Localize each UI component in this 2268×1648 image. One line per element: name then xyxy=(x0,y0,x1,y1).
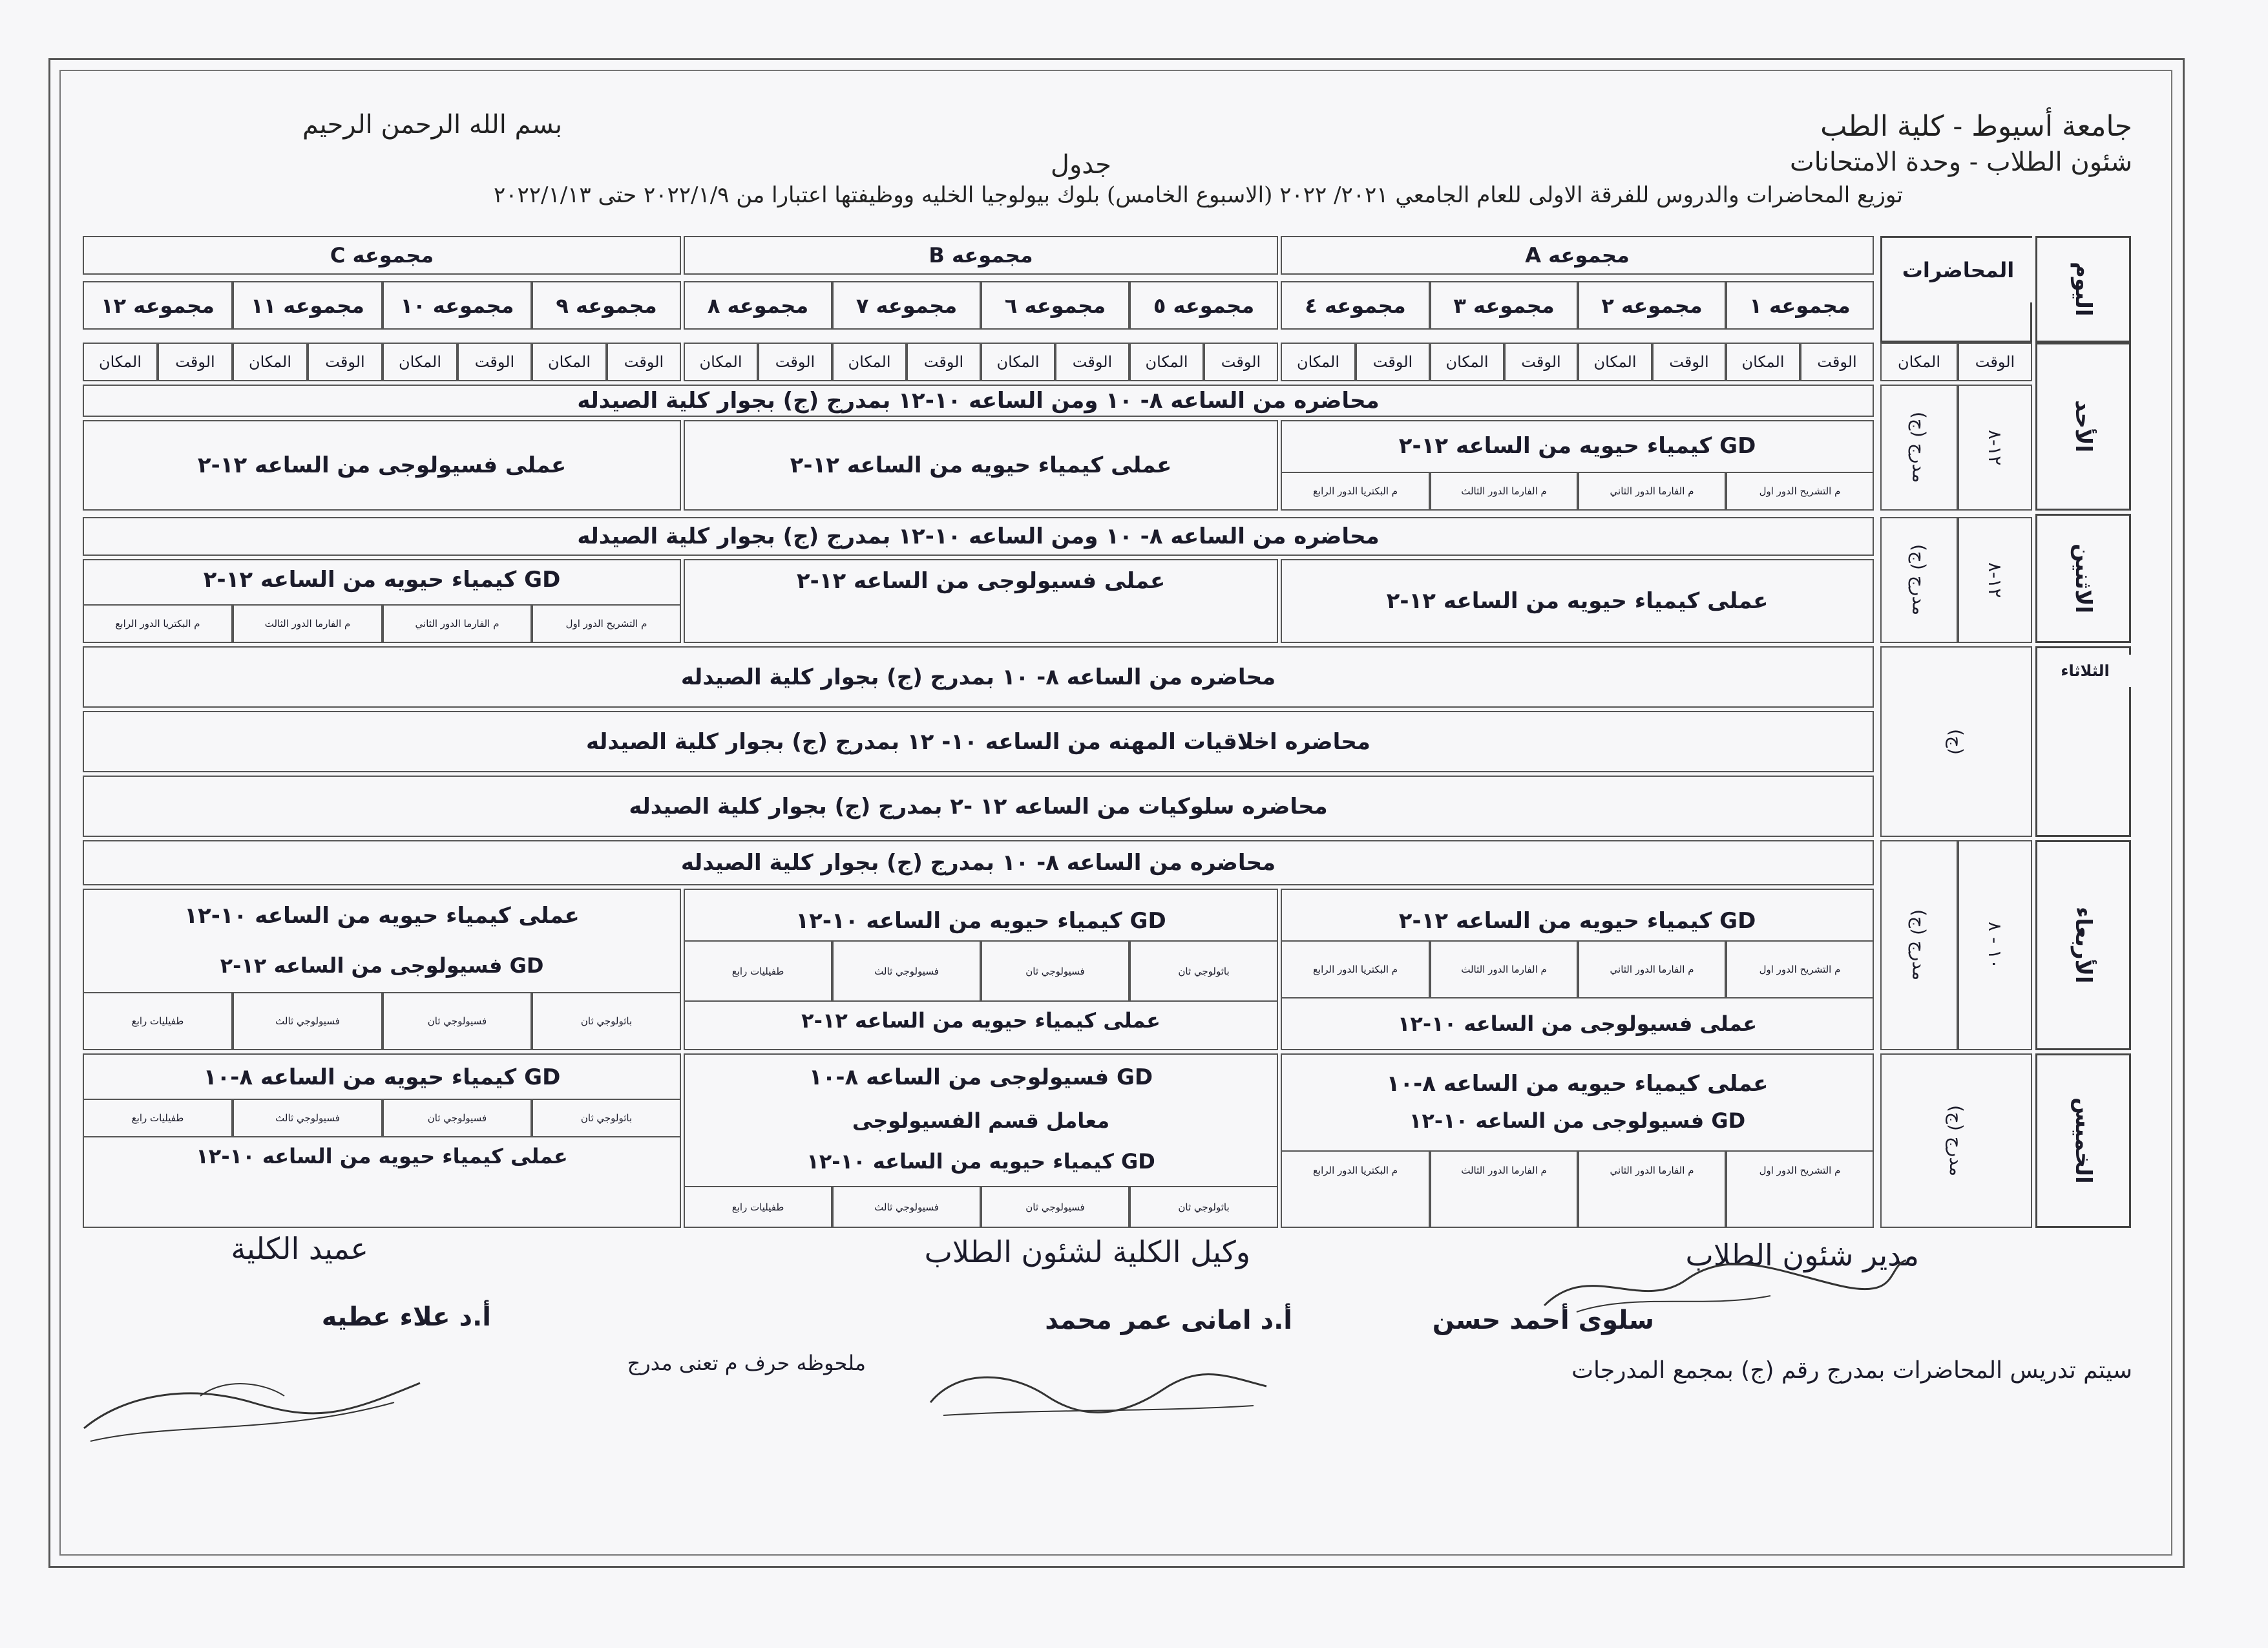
monday-lab-4: م البكتريا الدور الرابع xyxy=(83,604,233,643)
sunday-lab-3: م الفارما الدور الثالث xyxy=(1430,472,1578,511)
tuesday-day-cell xyxy=(2035,646,2131,837)
thursday-b-lab-4: طفيليات رابع xyxy=(684,1186,832,1228)
thursday-group-c-text-1: GD كيمياء حيويه من الساعه ٨-١٠ xyxy=(203,1064,561,1090)
monday-lecture-text: محاضره من الساعه ٨- ١٠ ومن الساعه ١٠-١٢ بمدرج (ج) بجوار كلية الصيدله xyxy=(577,523,1380,549)
wednesday-b-lab-3: فسيولوجي ثالث xyxy=(832,940,981,1002)
director-name: سلوى أحمد حسن xyxy=(1432,1305,1654,1335)
thursday-a-lab-1: م التشريح الدور اول xyxy=(1726,1150,1874,1228)
g9-time: الوقت xyxy=(607,343,681,381)
wednesday-place: مدرج (ج) xyxy=(1880,840,1958,1050)
wednesday-a-lab-3: م الفارما الدور الثالث xyxy=(1430,940,1578,998)
monday-day-cell xyxy=(2035,514,2131,643)
wednesday-label: الأربعاء xyxy=(2037,842,2129,1048)
department-name: شئون الطلاب - وحدة الامتحانات xyxy=(1789,147,2132,177)
thursday-c-lab-3: فسيولوجي ثالث xyxy=(233,1099,383,1137)
g2-place: المكان xyxy=(1578,343,1652,381)
sunday-lecture-text: محاضره من الساعه ٨- ١٠ ومن الساعه ١٠-١٢ بمدرج (ج) بجوار كلية الصيدله xyxy=(577,388,1380,414)
subgroup-9: مجموعه ٩ xyxy=(532,281,681,330)
sunday-lecture xyxy=(83,385,1874,417)
subgroup-8: مجموعه ٨ xyxy=(684,281,832,330)
sunday-group-c-text: عملى فسيولوجى من الساعه ١٢-٢ xyxy=(197,452,567,478)
subgroup-10: مجموعه ١٠ xyxy=(383,281,532,330)
wednesday-c-lab-2: فسيولوجي ثان xyxy=(383,992,532,1050)
monday-place: مدرج (ج) xyxy=(1880,517,1958,643)
wednesday-group-a-text-1: GD كيمياء حيويه من الساعه ١٢-٢ xyxy=(1398,908,1756,934)
thursday-a-lab-4: م البكتريا الدور الرابع xyxy=(1281,1150,1430,1228)
g1-place: المكان xyxy=(1726,343,1800,381)
tuesday-lecture-1-text: محاضره من الساعه ٨- ١٠ بمدرج (ج) بجوار كلية الصيدله xyxy=(680,664,1276,690)
thursday-group-b-text-3: GD كيمياء حيويه من الساعه ١٠-١٢ xyxy=(806,1149,1155,1174)
g6-time: الوقت xyxy=(1055,343,1129,381)
wednesday-c-lab-4: طفيليات رابع xyxy=(83,992,233,1050)
subgroup-6: مجموعه ٦ xyxy=(981,281,1129,330)
group-c-header: مجموعه C xyxy=(83,236,681,275)
director-signature xyxy=(1538,1247,1913,1325)
g11-place: المكان xyxy=(233,343,308,381)
g12-time: الوقت xyxy=(158,343,233,381)
monday-group-a-text: عملى كيمياء حيويه من الساعه ١٢-٢ xyxy=(1386,588,1769,614)
sunday-lab-1: م التشريح الدور اول xyxy=(1726,472,1874,511)
wednesday-group-c-text-1: عملى كيمياء حيويه من الساعه ١٠-١٢ xyxy=(184,903,580,929)
basmala: بسم الله الرحمن الرحيم xyxy=(302,110,562,140)
wednesday-lecture-text: محاضره من الساعه ٨- ١٠ بمدرج (ج) بجوار كلية الصيدله xyxy=(680,850,1276,876)
wednesday-day-cell xyxy=(2035,840,2131,1050)
sunday-lab-4: م البكتريا الدور الرابع xyxy=(1281,472,1430,511)
group-a-header: مجموعه A xyxy=(1281,236,1874,275)
monday-lab-1: م التشريح الدور اول xyxy=(532,604,681,643)
thursday-b-lab-1: باثولوجي ثان xyxy=(1129,1186,1278,1228)
sunday-group-b xyxy=(684,420,1278,511)
thursday-label: الخميس xyxy=(2037,1055,2129,1226)
vice-dean-title: وكيل الكلية لشئون الطلاب xyxy=(924,1234,1250,1269)
thursday-group-a-text-1: عملى كيمياء حيويه من الساعه ٨-١٠ xyxy=(1386,1071,1769,1097)
g7-time: الوقت xyxy=(907,343,981,381)
g5-time: الوقت xyxy=(1204,343,1278,381)
sunday-label: الأحد xyxy=(2037,344,2129,509)
g8-time: الوقت xyxy=(758,343,832,381)
dean-name: أ.د علاء عطيه xyxy=(321,1302,491,1332)
sunday-lab-2: م الفارما الدور الثاني xyxy=(1578,472,1726,511)
tuesday-label: الثلاثاء xyxy=(2037,655,2133,687)
thursday-day-cell xyxy=(2035,1053,2131,1228)
thursday-c-lab-1: باثولوجي ثان xyxy=(532,1099,681,1137)
g3-time: الوقت xyxy=(1504,343,1578,381)
wednesday-a-lab-4: م البكتريا الدور الرابع xyxy=(1281,940,1430,998)
vice-dean-signature xyxy=(918,1351,1279,1428)
sunday-group-b-text: عملى كيمياء حيويه من الساعه ١٢-٢ xyxy=(790,452,1172,478)
wednesday-b-lab-4: طفيليات رابع xyxy=(684,940,832,1002)
g10-time: الوقت xyxy=(457,343,532,381)
g4-time: الوقت xyxy=(1356,343,1430,381)
schedule-subtitle: توزيع المحاضرات والدروس للفرقة الاولى للعام الجامعي ٢٠٢١/ ٢٠٢٢ (الاسبوع الخامس) بلوك بيولوجيا الخليه ووظيفتها اعتبارا من ٢٠٢٢/١/٩ حتى ٢٠٢٢/١/١٣ xyxy=(493,182,1903,208)
subgroup-3: مجموعه ٣ xyxy=(1430,281,1578,330)
thursday-a-lab-3: م الفارما الدور الثالث xyxy=(1430,1150,1578,1228)
sunday-group-a-text: GD كيمياء حيويه من الساعه ١٢-٢ xyxy=(1398,433,1756,459)
wednesday-time: ١٠ - ٨ xyxy=(1958,840,2032,1050)
dean-title: عميد الكلية xyxy=(231,1231,368,1266)
lectures-label: المحاضرات xyxy=(1882,238,2034,302)
monday-group-b xyxy=(684,559,1278,643)
g3-place: المكان xyxy=(1430,343,1504,381)
monday-group-b-text: عملى فسيولوجى من الساعه ١٢-٢ xyxy=(796,568,1166,594)
monday-label: الاثنين xyxy=(2037,516,2129,641)
tuesday-lecture-2-text: محاضره اخلاقيات المهنه من الساعه ١٠- ١٢ بمدرج (ج) بجوار كلية الصيدله xyxy=(586,728,1370,755)
director-title: مدير شئون الطلاب xyxy=(1685,1238,1919,1273)
wednesday-c-lab-3: فسيولوجي ثالث xyxy=(233,992,383,1050)
wednesday-group-b-text-1: GD كيمياء حيويه من الساعه ١٠-١٢ xyxy=(795,908,1166,934)
footer-note-letter: ملحوظه حرف م تعنى مدرج xyxy=(627,1351,866,1375)
subgroup-5: مجموعه ٥ xyxy=(1129,281,1278,330)
g8-place: المكان xyxy=(684,343,758,381)
thursday-b-lab-2: فسيولوجي ثان xyxy=(981,1186,1129,1228)
subgroup-12: مجموعه ١٢ xyxy=(83,281,233,330)
day-header-label: اليوم xyxy=(2037,238,2129,341)
wednesday-group-a-text-2: عملى فسيولوجى من الساعه ١٠-١٢ xyxy=(1397,1011,1758,1036)
tuesday-lecture-1 xyxy=(83,646,1874,708)
thursday-group-b-text-2: معامل قسم الفسيولوجى xyxy=(852,1108,1110,1133)
thursday-group-b-text-1: GD فسيولوجى من الساعه ٨-١٠ xyxy=(808,1064,1153,1090)
vice-dean-name: أ.د امانى عمر محمد xyxy=(1045,1305,1292,1335)
subgroup-7: مجموعه ٧ xyxy=(832,281,981,330)
monday-lab-2: م الفارما الدور الثاني xyxy=(383,604,532,643)
monday-lab-3: م الفارما الدور الثالث xyxy=(233,604,383,643)
g5-place: المكان xyxy=(1129,343,1204,381)
subgroup-2: مجموعه ٢ xyxy=(1578,281,1726,330)
dean-signature xyxy=(71,1357,433,1448)
subgroup-1: مجموعه ١ xyxy=(1726,281,1874,330)
tuesday-place: (ج) xyxy=(1880,646,2032,837)
thursday-place: مدرج (ج) xyxy=(1880,1053,2032,1228)
g6-place: المكان xyxy=(981,343,1055,381)
wednesday-group-c-text-2: GD فسيولوجى من الساعه ١٢-٢ xyxy=(220,953,544,978)
sunday-place: مدرج (ج) xyxy=(1880,385,1958,511)
g2-time: الوقت xyxy=(1652,343,1726,381)
wednesday-c-lab-1: باثولوجي ثان xyxy=(532,992,681,1050)
wednesday-lecture xyxy=(83,840,1874,885)
wednesday-a-lab-1: م التشريح الدور اول xyxy=(1726,940,1874,998)
lectures-place-header: المكان xyxy=(1880,343,1958,381)
thursday-c-lab-4: طفيليات رابع xyxy=(83,1099,233,1137)
tuesday-lecture-2 xyxy=(83,711,1874,772)
footer-note-hall: سيتم تدريس المحاضرات بمدرج رقم (ج) بمجمع المدرجات xyxy=(1571,1357,2132,1384)
subgroup-4: مجموعه ٤ xyxy=(1281,281,1430,330)
wednesday-b-lab-2: فسيولوجي ثان xyxy=(981,940,1129,1002)
thursday-group-c-text-2: عملى كيمياء حيويه من الساعه ١٠-١٢ xyxy=(196,1144,568,1168)
thursday-c-lab-2: فسيولوجي ثان xyxy=(383,1099,532,1137)
sunday-group-c xyxy=(83,420,681,511)
thursday-group-a-text-2: GD فسيولوجى من الساعه ١٠-١٢ xyxy=(1409,1108,1746,1133)
monday-group-c-text: GD كيمياء حيويه من الساعه ١٢-٢ xyxy=(203,567,561,593)
wednesday-b-lab-1: باثولوجي ثان xyxy=(1129,940,1278,1002)
g7-place: المكان xyxy=(832,343,907,381)
g12-place: المكان xyxy=(83,343,158,381)
table-word: جدول xyxy=(1050,150,1111,180)
g4-place: المكان xyxy=(1281,343,1356,381)
sunday-time: ١٢-٨ xyxy=(1958,385,2032,511)
lectures-time-header: الوقت xyxy=(1958,343,2032,381)
university-name: جامعة أسيوط - كلية الطب xyxy=(1820,110,2132,143)
monday-lecture xyxy=(83,517,1874,556)
monday-time: ١٢-٨ xyxy=(1958,517,2032,643)
thursday-a-lab-2: م الفارما الدور الثاني xyxy=(1578,1150,1726,1228)
sunday-day-cell xyxy=(2035,343,2131,511)
lectures-header xyxy=(1880,236,2032,343)
g10-place: المكان xyxy=(383,343,457,381)
tuesday-lecture-3-text: محاضره سلوكيات من الساعه ١٢ -٢ بمدرج (ج) بجوار كلية الصيدله xyxy=(629,793,1328,819)
thursday-group-c xyxy=(83,1053,681,1228)
tuesday-lecture-3 xyxy=(83,776,1874,837)
day-header xyxy=(2035,236,2131,343)
subgroup-11: مجموعه ١١ xyxy=(233,281,383,330)
g9-place: المكان xyxy=(532,343,607,381)
wednesday-group-b-text-2: عملى كيمياء حيويه من الساعه ١٢-٢ xyxy=(801,1008,1160,1033)
g1-time: الوقت xyxy=(1800,343,1874,381)
g11-time: الوقت xyxy=(308,343,383,381)
wednesday-a-lab-2: م الفارما الدور الثاني xyxy=(1578,940,1726,998)
thursday-b-lab-3: فسيولوجي ثالث xyxy=(832,1186,981,1228)
group-b-header: مجموعه B xyxy=(684,236,1278,275)
monday-group-a xyxy=(1281,559,1874,643)
